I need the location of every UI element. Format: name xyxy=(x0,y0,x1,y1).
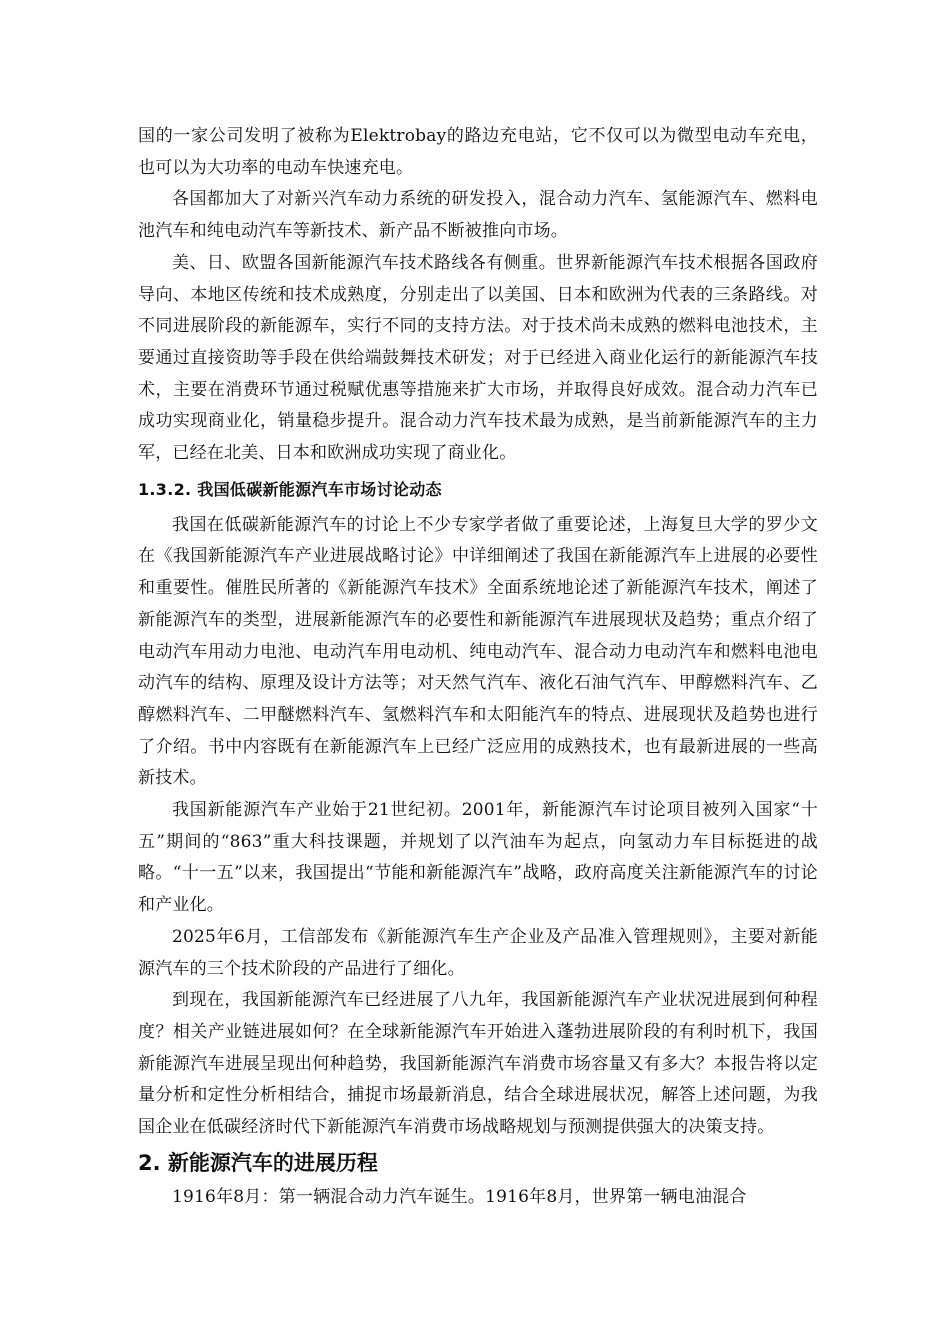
paragraph: 2025年6月，工信部发布《新能源汽车生产企业及产品准入管理规则》，主要对新能源汽车的三个技术阶段的产品进行了细化。 xyxy=(138,926,818,979)
paragraph: 美、日、欧盟各国新能源汽车技术路线各有侧重。世界新能源汽车技术根据各国政府导向、本地区传统和技术成熟度，分别走出了以美国、日本和欧洲为代表的三条路线。对不同进展阶段的新能源车，实行不同的支持方法。对于技术尚未成熟的燃料电池技术，主要通过直接资助等手段在供给端鼓舞技术研发；对于已经进入商业化运行的新能源汽车技术，主要在消费环节通过税赋优惠等措施来扩大市场，并取得良好成效。混合动力汽车已成功实现商业化，销量稳步提升。混合动力汽车技术最为成熟，是当前新能源汽车的主力军，已经在北美、日本和欧洲成功实现了商业化。 xyxy=(138,252,818,464)
paragraph: 各国都加大了对新兴汽车动力系统的研发投入，混合动力汽车、氢能源汽车、燃料电池汽车和纯电动汽车等新技术、新产品不断被推向市场。 xyxy=(138,189,818,242)
paragraph: 到现在，我国新能源汽车已经进展了八九年，我国新能源汽车产业状况进展到何种程度？相关产业链进展如何？在全球新能源汽车开始进入蓬勃进展阶段的有利时机下，我国新能源汽车进展呈现出何种趋势，我国新能源汽车消费市场容量又有多大？本报告将以定量分析和定性分析相结合，捕捉市场最新消息，结合全球进展状况，解答上述问题，为我国企业在低碳经济时代下新能源汽车消费市场战略规划与预测提供强大的决策支持。 xyxy=(138,990,818,1138)
paragraph: 我国在低碳新能源汽车的讨论上不少专家学者做了重要论述，上海复旦大学的罗少文在《我国新能源汽车产业进展战略讨论》中详细阐述了我国在新能源汽车上进展的必要性和重要性。催胜民所著的《新能源汽车技术》全面系统地论述了新能源汽车技术，阐述了新能源汽车的类型，进展新能源汽车的必要性和新能源汽车进展现状及趋势；重点介绍了电动汽车用动力电池、电动汽车用电动机、纯电动汽车、混合动力电动汽车和燃料电池电动汽车的结构、原理及设计方法等；对天然气汽车、液化石油气汽车、甲醇燃料汽车、乙醇燃料汽车、二甲醚燃料汽车、氢燃料汽车和太阳能汽车的特点、进展现状及趋势也进行了介绍。书中内容既有在新能源汽车上已经广泛应用的成熟技术，也有最新进展的一些高新技术。 xyxy=(138,514,818,789)
subsection-heading: 1.3.2. 我国低碳新能源汽车市场讨论动态 xyxy=(138,479,442,499)
document-body xyxy=(138,121,818,1214)
paragraph-continuation: 国的一家公司发明了被称为Elektrobay的路边充电站，它不仅可以为微型电动车充电，也可以为大功率的电动车快速充电。 xyxy=(138,126,818,178)
section-heading: 2. 新能源汽车的进展历程 xyxy=(138,1150,378,1175)
paragraph: 我国新能源汽车产业始于21世纪初。2001年，新能源汽车讨论项目被列入国家“十五”期间的“863”重大科技课题，并规划了以汽油车为起点，向氢动力车目标挺进的战略。“十一五”以来，我国提出“节能和新能源汽车”战略，政府高度关注新能源汽车的讨论和产业化。 xyxy=(138,800,818,916)
paragraph: 1916年8月：第一辆混合动力汽车诞生。1916年8月，世界第一辆电油混合 xyxy=(172,1186,747,1207)
